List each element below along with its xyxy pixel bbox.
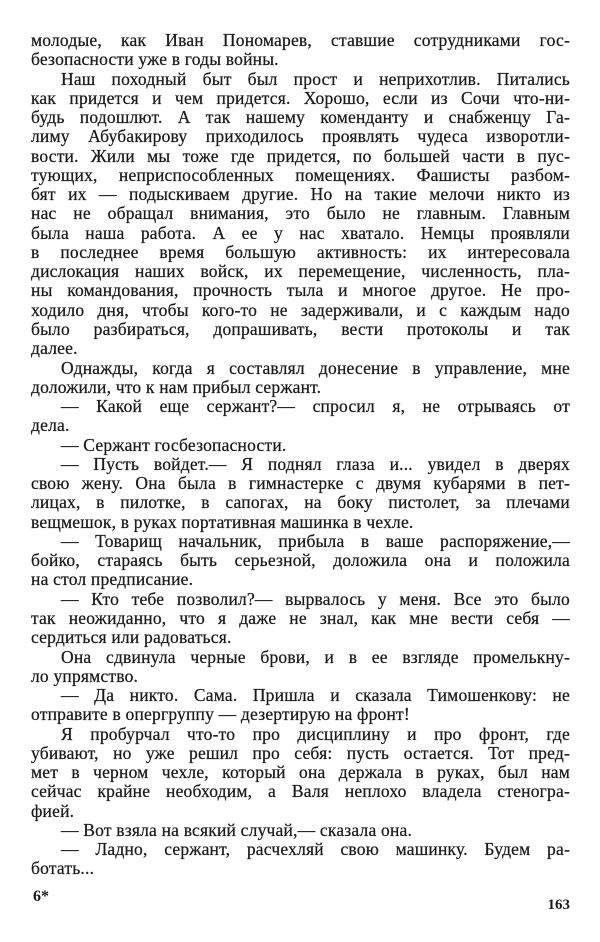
paragraph [31, 436, 570, 455]
text-line: свою жену. Она была в гимнастерке с двумя кубарями в пет- [31, 473, 570, 494]
text-line: будь подошлют. А так нашему коменданту и снабженцу Га- [31, 107, 570, 128]
text-line: — Сержант госбезопасности. [61, 434, 287, 455]
text-line: ны командования, прочность тыла и многое другое. Не про- [31, 280, 570, 301]
text-line: далее. [31, 338, 78, 359]
text-line: молодые, как Иван Пономарев, ставшие сотрудниками гос- [31, 30, 570, 50]
text-line: тующих, неприспособленных помещениях. Фашисты разбом- [31, 164, 570, 185]
paragraph [31, 70, 570, 359]
paragraph [31, 821, 570, 840]
paragraph [31, 359, 570, 398]
signature-mark: 6* [33, 888, 49, 905]
book-page-text [31, 31, 570, 879]
text-line: ботать... [31, 858, 95, 879]
text-line: Однажды, когда я составлял донесение в управление, мне [61, 357, 570, 378]
text-line: — Какой еще сержант?— спросил я, не отрываясь от [61, 396, 570, 417]
text-line: — Кто тебе позволил?— вырвалось у меня. Все это было [61, 588, 570, 609]
text-line: отправите в опергруппу — дезертирую на фронт! [31, 704, 410, 725]
paragraph [31, 686, 570, 725]
text-line: лицах, в пилотке, в сапогах, на боку пистолет, за плечами [31, 492, 570, 513]
text-line: дислокация наших войск, их перемещение, численность, пла- [31, 261, 570, 282]
text-line: лиму Абубакирову приходилось проявлять чудеса изворотли- [31, 126, 570, 147]
text-line: фией. [31, 800, 75, 821]
text-line: вости. Жили мы тоже где придется, по большей части в пус- [31, 145, 570, 166]
text-line: бят их — подыскиваем другие. Но на такие мелочи никто из [31, 184, 570, 205]
paragraph [31, 590, 570, 648]
text-line: — Ладно, сержант, расчехляй свою машинку. Будем ра- [61, 839, 570, 860]
paragraph [31, 31, 570, 70]
text-line: дела. [31, 415, 70, 436]
text-line: мет в черном чехле, который она держала в руках, был нам [31, 762, 570, 783]
text-line: — Товарищ начальник, прибыла в ваше распоряжение,— [61, 530, 570, 551]
text-line: так неожиданно, что я даже не знал, как мне вести себя — [31, 607, 570, 628]
text-line: в последнее время большую активность: их интересовала [31, 241, 570, 262]
text-line: — Пусть войдет.— Я поднял глаза и... увидел в дверях [61, 453, 570, 474]
paragraph [31, 455, 570, 532]
text-line: сердиться или радоваться. [31, 627, 232, 648]
text-line: доложили, что к нам прибыл сержант. [31, 376, 322, 397]
text-line: вещмешок, в руках портативная машинка в чехле. [31, 511, 414, 532]
page-number: 163 [547, 897, 570, 913]
text-line: сейчас крайне необходим, а Валя неплохо владела стеногра- [31, 781, 570, 802]
paragraph [31, 725, 570, 821]
paragraph [31, 840, 570, 879]
text-line: было разбираться, допрашивать, вести протоколы и так [31, 318, 570, 339]
text-line: Наш походный быт был прост и неприхотлив. Питались [61, 68, 570, 89]
text-line: Я пробурчал что-то про дисциплину и про фронт, где [61, 723, 570, 744]
paragraph [31, 397, 570, 436]
text-line: как придется и чем придется. Хорошо, если из Сочи что-ни- [31, 87, 570, 108]
text-line: Она сдвинула черные брови, и в ее взгляде промелькну- [61, 646, 570, 667]
text-line: убивают, но уже решил про себя: пусть остается. Тот пред- [31, 742, 570, 763]
text-line: ходило дня, чтобы кого-то не задерживали, и с каждым надо [31, 299, 570, 320]
text-line: — Да никто. Сама. Пришла и сказала Тимошенкову: не [61, 685, 570, 706]
text-line: нас не обращал внимания, это было не главным. Главным [31, 203, 570, 224]
text-line: бойко, стараясь быть серьезной, доложила она и положила [31, 550, 570, 571]
text-line: была наша работа. А ее у нас хватало. Немцы проявляли [31, 222, 570, 243]
paragraph [31, 648, 570, 687]
text-line: на стол предписание. [31, 569, 194, 590]
text-line: ло упрямство. [31, 665, 139, 686]
paragraph [31, 532, 570, 590]
text-line: безопасности уже в годы войны. [31, 49, 279, 70]
text-line: — Вот взяла на всякий случай,— сказала она. [61, 819, 413, 840]
